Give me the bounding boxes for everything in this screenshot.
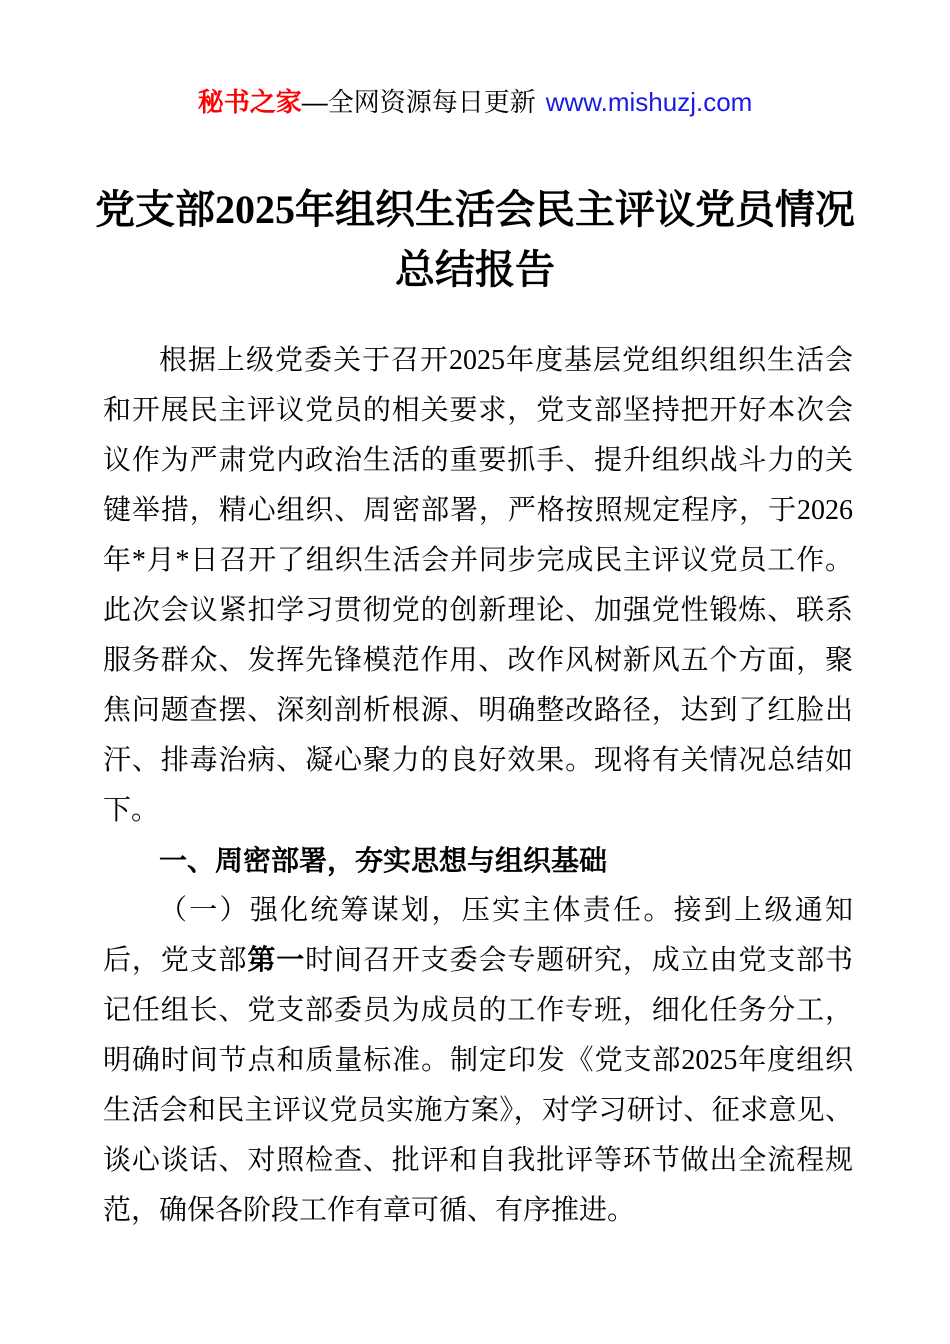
site-tagline-text: —全网资源每日更新 — [301, 87, 536, 117]
paragraph-section-1-1 — [103, 886, 853, 1236]
document-body — [0, 336, 950, 1236]
emphasized-text: 第一 — [247, 944, 306, 976]
section-1-heading: 一、周密部署，夯实思想与组织基础 — [159, 844, 608, 876]
paragraph-text-after: 时间召开支委会专题研究，成立由党支部书记任组长、党支部委员为成员的工作专班，细化任务分工，明确时间节点和质量标准。制定印发《党支部2025年度组织生活会和民主评议党员实施方案》，对学习研讨、征求意见、谈心谈话、对照检查、批评和自我批评等环节做出全流程规范，确保各阶段工作有章可循、有序推进。 — [103, 944, 853, 1226]
paragraph-text-before: （一）强化统筹谋划，压实主体责任。接到上级通知后，党支部 — [103, 894, 853, 976]
site-url-link[interactable]: www.mishuzj.com — [545, 87, 753, 117]
site-brand-text: 秘书之家 — [197, 87, 302, 117]
document-title: 党支部2025年组织生活会民主评议党员情况总结报告 — [95, 186, 855, 292]
paragraph-intro: 根据上级党委关于召开2025年度基层党组织组织生活会和开展民主评议党员的相关要求，党支部坚持把开好本次会议作为严肃党内政治生活的重要抓手、提升组织战斗力的关键举措，精心组织、周密部署，严格按照规定程序，于2026年*月*日召开了组织生活会并同步完成民主评议党员工作。此次会议紧扣学习贯彻党的创新理论、加强党性锻炼、联系服务群众、发挥先锋模范作用、改作风树新风五个方面，聚焦问题查摆、深刻剖析根源、明确整改路径，达到了红脸出汗、排毒治病、凝心聚力的良好效果。现将有关情况总结如下。 — [103, 344, 853, 826]
site-header — [0, 0, 950, 120]
